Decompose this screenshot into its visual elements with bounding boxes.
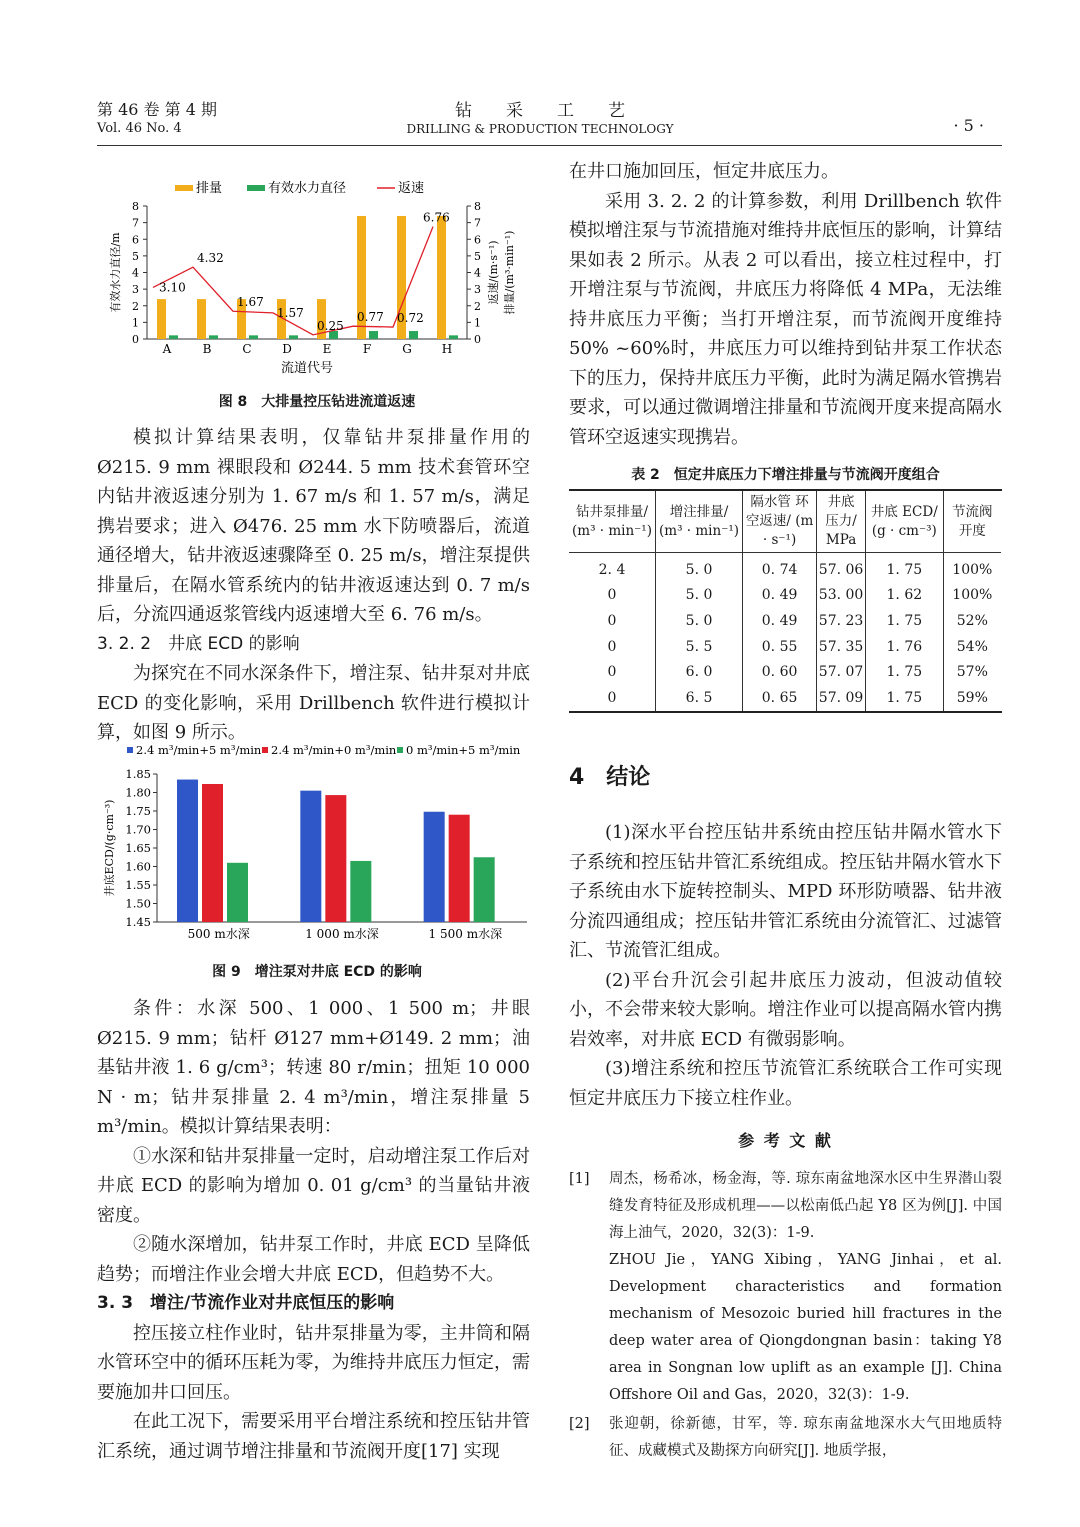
table-cell: 59% <box>943 685 1001 711</box>
data-label-speed: 1.57 <box>277 305 304 320</box>
section-heading-3-2-2: 3. 2. 2 井底 ECD 的影响 <box>97 633 300 654</box>
bar-diameter <box>409 331 418 339</box>
y-tick-label-left: 3 <box>132 283 139 297</box>
paragraph: 模拟计算结果表明，仅靠钻井泵排量作用的 Ø215. 9 mm 裸眼段和 Ø244. 5 mm 技术套管环空内钻井液返速分别为 1. 67 m/s 和 1. 57 m/s，满足携岩要求；进入 Ø476. 25 mm 水下防喷器后，流道通径增大，钻井液返速骤降至 0. 25 m/s，增注泵提供排量后，在隔水管系统内的钻井液返速达到 0. 7 m/s 后，分流四通返浆管线内返速增大至 6. 76 m/s。 <box>97 427 530 625</box>
table-cell: 52% <box>943 608 1001 634</box>
paragraph: 在此工况下，需要采用平台增注系统和控压钻井管汇系统，通过调节增注排量和节流阀开度[17] 实现 <box>97 1411 530 1462</box>
table-row <box>569 583 1001 609</box>
y-tick-label: 1.80 <box>125 785 151 800</box>
section-heading-3-3: 3. 3 增注/节流作业对井底恒压的影响 <box>97 1293 395 1313</box>
figure-8 <box>97 172 537 387</box>
x-tick-label: B <box>202 342 212 356</box>
figure-9-chart <box>97 742 537 952</box>
table-cell: 0 <box>607 612 617 629</box>
bar <box>300 791 321 922</box>
figure-8-chart <box>97 172 537 387</box>
table-cell: 1. 75 <box>866 685 944 711</box>
figure-9 <box>97 742 537 952</box>
y-tick-label: 1.85 <box>125 767 151 781</box>
bar-flow <box>437 216 446 339</box>
y-tick-label: 1.60 <box>125 859 151 874</box>
table-row <box>569 634 1001 660</box>
data-label-speed: 4.32 <box>197 251 224 266</box>
y-axis-label: 井底ECD/(g·cm⁻³) <box>103 799 116 897</box>
table-cell: 1. 75 <box>866 553 944 583</box>
x-tick-label: G <box>402 342 412 356</box>
x-axis-label: 流道代号 <box>280 361 334 376</box>
references-list <box>569 1166 1002 1467</box>
volume-cn: 第 46 卷 第 4 期 <box>97 100 217 119</box>
bar-diameter <box>169 335 178 339</box>
y-tick-label-left: 4 <box>132 266 139 280</box>
table-row <box>569 553 1001 583</box>
left-column-top <box>97 423 530 748</box>
page-number: · 5 · <box>953 116 984 135</box>
bar-flow <box>197 299 206 339</box>
data-label-speed: 0.25 <box>317 318 344 333</box>
table-cell: 57. 35 <box>817 634 866 660</box>
y-tick-label: 1.45 <box>125 915 151 929</box>
y-tick-label-left: 6 <box>132 233 139 247</box>
bar-diameter <box>369 331 378 339</box>
reference-number: [1] <box>569 1171 590 1187</box>
paragraph: 在井口施加回压，恒定井底压力。 <box>569 161 839 182</box>
table-cell: 0 <box>607 587 617 604</box>
table-cell: 57. 09 <box>817 685 866 711</box>
legend-swatch-diameter <box>247 185 265 191</box>
paragraph: 采用 3. 2. 2 的计算参数，利用 Drillbench 软件模拟增注泵与节流措施对维持井底恒压的影响，计算结果如表 2 所示。从表 2 可以看出，接立柱过程中，打开增注泵与节流阀，井底压力将降低 4 MPa，无法维持井底压力平衡；当打开增注泵，而节流阀开度维持 50% ~60%时，井底压力可以维持到钻井泵工作状态下的压力，保持井底压力平衡，此时为满足隔水管携岩要求，可以通过微调增注排量和节流阀开度来提高隔水管环空返速实现携岩。 <box>569 190 1002 448</box>
table-cell: 5. 0 <box>656 608 743 634</box>
header-rule <box>97 145 1002 146</box>
conclusion-item: (2)平台升沉会引起井底压力波动，但波动值较小，不会带来较大影响。增注作业可以提高隔水管内携岩效率，对井底 ECD 有微弱影响。 <box>569 969 1002 1050</box>
y-tick-label-right: 2 <box>474 299 481 313</box>
volume-en: Vol. 46 No. 4 <box>97 121 182 136</box>
table-header-cell: 井底 压力/ MPa <box>817 491 866 553</box>
reference-item <box>569 1166 1002 1409</box>
table-row <box>569 685 1001 711</box>
legend-label: 2.4 m³/min+5 m³/min <box>136 743 262 757</box>
reference-text-en: ZHOU Jie，YANG Xibing，YANG Jinhai，et al. Development characteristics and formation mechanism of Mesozoic buried hill fractures in the deep water area of Qiongdongnan basin：taking Y8 area in Songnan low uplift as an example [J]. China Offshore Oil and Gas，2020，32(3)：1-9. <box>609 1252 1002 1403</box>
table-cell: 0 <box>607 689 617 706</box>
paragraph: 为探究在不同水深条件下，增注泵、钻井泵对井底 ECD 的变化影响，采用 Drillbench 软件进行模拟计算，如图 9 所示。 <box>97 663 530 743</box>
y-tick-label-right: 4 <box>474 266 481 280</box>
table-cell: 6. 5 <box>656 685 743 711</box>
section-heading-4: 4 结论 <box>569 765 651 790</box>
y-tick-label: 1.65 <box>125 841 151 855</box>
x-tick-label: E <box>322 342 332 356</box>
table-cell: 100% <box>943 583 1001 609</box>
table-row <box>569 608 1001 634</box>
table-cell: 5. 0 <box>656 553 743 583</box>
paragraph: ②随水深增加，钻井泵工作时，井底 ECD 呈降低趋势；而增注作业会增大井底 ECD，但趋势不大。 <box>97 1234 530 1285</box>
y-tick-label-left: 1 <box>132 316 139 330</box>
bar <box>449 815 470 922</box>
y-tick-label-right: 0 <box>474 333 481 346</box>
table-header-cell: 节流阀 开度 <box>943 491 1001 553</box>
x-tick-label: D <box>282 342 292 356</box>
bar <box>474 857 495 922</box>
reference-text-cn: 张迎朝，徐新德，甘军，等. 琼东南盆地深水大气田地质特征、成藏模式及勘探方向研究[J]. 地质学报， <box>609 1416 1002 1459</box>
x-tick-label: A <box>162 342 172 356</box>
table-cell: 0. 49 <box>743 608 817 634</box>
table-cell: 1. 75 <box>866 608 944 634</box>
y-tick-label-right: 3 <box>474 283 481 297</box>
table-row <box>569 659 1001 685</box>
reference-text <box>609 1411 1002 1465</box>
table-cell: 100% <box>943 553 1001 583</box>
y-tick-label: 1.55 <box>125 878 151 892</box>
table-2-caption: 表 2 恒定井底压力下增注排量与节流阀开度组合 <box>631 467 940 483</box>
legend-swatch <box>397 747 403 753</box>
bar <box>202 784 223 922</box>
table-cell: 0. 65 <box>743 685 817 711</box>
x-tick-label: C <box>242 342 252 356</box>
journal-title-cn: 钻 采 工 艺 <box>455 101 625 121</box>
conclusion-item: (3)增注系统和控压节流管汇系统联合工作可实现恒定井底压力下接立柱作业。 <box>569 1058 1002 1109</box>
legend-label-flow: 排量 <box>196 181 223 196</box>
legend-label: 0 m³/min+5 m³/min <box>406 743 521 757</box>
y-tick-label-left: 2 <box>132 299 139 313</box>
table-cell: 57. 07 <box>817 659 866 685</box>
y-axis-label-right: 返速/(m·s⁻¹) <box>487 240 500 305</box>
x-tick-label: F <box>362 342 372 356</box>
reference-text-cn: 周杰，杨希冰，杨金海，等. 琼东南盆地深水区中生界潜山裂缝发育特征及形成机理——以松南低凸起 Y8 区为例[J]. 中国海上油气，2020，32(3)：1-9. <box>609 1171 1002 1241</box>
y-tick-label-right: 8 <box>474 200 481 213</box>
y-tick-label-left: 0 <box>132 333 139 346</box>
table-cell: 1. 62 <box>866 583 944 609</box>
left-column-bottom <box>97 994 530 1466</box>
y-tick-label-right: 1 <box>474 316 481 330</box>
references-title: 参 考 文 献 <box>738 1131 833 1150</box>
figure-9-caption: 图 9 增注泵对井底 ECD 的影响 <box>212 964 422 980</box>
x-tick-label: 1 500 m水深 <box>428 927 503 941</box>
legend-swatch <box>262 747 268 753</box>
table-cell: 2. 4 <box>598 561 626 578</box>
paragraph: ①水深和钻井泵排量一定时，启动增注泵工作后对井底 ECD 的影响为增加 0. 01 g/cm³ 的当量钻井液密度。 <box>97 1145 530 1226</box>
data-label-speed: 0.77 <box>357 310 384 325</box>
table-cell: 6. 0 <box>656 659 743 685</box>
legend-label: 2.4 m³/min+0 m³/min <box>271 743 397 757</box>
right-column-top <box>569 157 1002 452</box>
table-header-cell: 隔水管 环空返速/ (m · s⁻¹) <box>743 491 817 553</box>
y-tick-label-left: 7 <box>132 216 139 230</box>
table-cell: 1. 75 <box>866 659 944 685</box>
bar-diameter <box>249 335 258 339</box>
bar-diameter <box>289 335 298 339</box>
bar <box>424 812 445 922</box>
table-cell: 5. 0 <box>656 583 743 609</box>
table-cell: 1. 76 <box>866 634 944 660</box>
legend-swatch-flow <box>175 185 193 191</box>
table-cell: 53. 00 <box>817 583 866 609</box>
y-tick-label-left: 8 <box>132 200 139 213</box>
data-label-speed: 6.76 <box>423 210 450 225</box>
bar <box>350 861 371 922</box>
legend-label-speed: 返速 <box>398 181 425 196</box>
figure-8-caption: 图 8 大排量控压钻进流道返速 <box>218 394 416 410</box>
paragraph: 条件：水深 500、1 000、1 500 m；井眼 Ø215. 9 mm；钻杆 Ø127 mm+Ø149. 2 mm；油基钻井液 1. 6 g/cm³；转速 80 r/min；扭矩 10 000 N · m；钻井泵排量 2. 4 m³/min，增注泵排量 5 m³/min。模拟计算结果表明： <box>97 998 530 1137</box>
table-cell: 0 <box>607 664 617 681</box>
conclusions <box>569 818 1002 1113</box>
reference-text <box>609 1166 1002 1409</box>
bar-diameter <box>209 335 218 339</box>
data-label-speed: 0.72 <box>397 311 424 326</box>
conclusion-item: (1)深水平台控压钻井系统由控压钻井隔水管水下子系统和控压钻井管汇系统组成。控压钻井隔水管水下子系统由水下旋转控制头、MPD 环形防喷器、钻井液分流四通组成；控压钻井管汇系统由分流管汇、过滤管汇、节流管汇组成。 <box>569 822 1002 961</box>
table-cell: 0 <box>607 638 617 655</box>
data-label-speed: 3.10 <box>159 280 186 295</box>
legend-label-diameter: 有效水力直径 <box>268 181 347 196</box>
reference-number: [2] <box>569 1416 590 1432</box>
table-cell: 0. 49 <box>743 583 817 609</box>
bar <box>177 780 198 922</box>
y-tick-label: 1.75 <box>125 804 151 818</box>
table-cell: 0. 55 <box>743 634 817 660</box>
reference-item <box>569 1411 1002 1465</box>
data-table <box>569 491 1001 711</box>
y-tick-label-right: 5 <box>474 249 481 263</box>
table-2 <box>569 489 1002 713</box>
x-tick-label: 1 000 m水深 <box>305 927 379 941</box>
journal-title-en: DRILLING & PRODUCTION TECHNOLOGY <box>406 122 674 136</box>
y-tick-label-right: 7 <box>474 216 481 230</box>
bar-diameter <box>449 335 458 339</box>
table-cell: 57. 06 <box>817 553 866 583</box>
table-cell: 54% <box>943 634 1001 660</box>
data-label-speed: 1.67 <box>237 295 264 310</box>
x-tick-label: 500 m水深 <box>187 927 250 941</box>
y-tick-label-right: 6 <box>474 233 481 247</box>
y-tick-label: 1.70 <box>125 822 151 837</box>
y-axis-label-right-2: 排量/(m³·min⁻¹) <box>503 230 516 315</box>
table-cell: 5. 5 <box>656 634 743 660</box>
table-header-cell: 增注排量/ (m³ · min⁻¹) <box>656 491 743 553</box>
bar <box>227 863 248 922</box>
table-header-cell: 钻井泵排量/ (m³ · min⁻¹) <box>569 491 656 553</box>
table-cell: 57. 23 <box>817 608 866 634</box>
table-header-cell: 井底 ECD/ (g · cm⁻³) <box>866 491 944 553</box>
bar-flow <box>157 299 166 339</box>
legend-swatch <box>127 747 133 753</box>
table-cell: 0. 74 <box>743 553 817 583</box>
table-cell: 57% <box>943 659 1001 685</box>
table-cell: 0. 60 <box>743 659 817 685</box>
y-tick-label: 1.50 <box>125 896 151 911</box>
paragraph: 控压接立柱作业时，钻井泵排量为零，主井筒和隔水管环空中的循环压耗为零，为维持井底压力恒定，需要施加井口回压。 <box>97 1322 530 1403</box>
y-axis-label-left: 有效水力直径/m <box>109 232 122 313</box>
x-tick-label: H <box>441 342 453 356</box>
y-tick-label-left: 5 <box>132 249 139 263</box>
bar <box>325 795 346 922</box>
